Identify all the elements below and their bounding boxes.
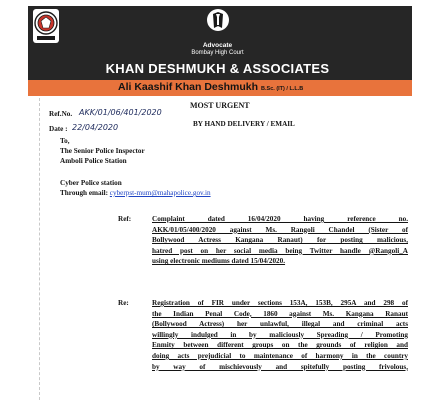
email-line [60,189,211,198]
delivery-mode: BY HAND DELIVERY / EMAIL [193,120,295,128]
advocate-name-text: Ali Kaashif Khan Deshmukh [118,81,259,93]
date-label: Date : [49,125,68,133]
advocate-gown-emblem-icon [206,8,230,36]
ref-line: Bollywood Actress Kangana Ranaut) for posting malicious, [152,236,408,245]
court-name: Bombay High Court [191,50,244,56]
advocate-qualifications: B.Sc. (IT) / L.L.B [261,86,304,92]
ref-line: hatred post on her social media being Twitter handle @Rangoli_A [152,246,408,255]
recipient-line-2: Amboli Police Station [60,157,127,165]
urgency-heading: MOST URGENT [190,101,250,110]
email-label: Through email: [60,189,108,197]
ref-block-label: Ref: [118,215,132,223]
re-line: Enmity between different groups on the grounds of religion and [152,341,408,350]
re-line: Registration of FIR under sections 153A, 153B, 295A and 298 of [152,299,408,307]
page-margin-line [39,98,41,400]
ref-line: using electronic mediums dated 15/04/2020. [152,257,286,266]
ref-line: Complaint dated 16/04/2020 having reference no. [152,215,408,223]
ref-number-label: Ref.No. [49,110,73,118]
cyber-station: Cyber Police station [60,179,122,187]
advocate-name [118,81,303,93]
circular-crest-logo-icon [32,8,60,44]
ref-block-text [152,214,408,267]
ref-number-value: AKK/01/06/401/2020 [79,108,162,117]
re-line: willingly indulged in by maliciously Spreading / Promoting [152,330,408,339]
re-block-label: Re: [118,299,129,307]
re-line: (Bollywood Actress) her unlawful, illegal and criminal acts [152,320,408,329]
firm-name: KHAN DESHMUKH & ASSOCIATES [105,61,330,76]
ref-line: AKK/01/05/400/2020 against Ms. Rangoli Chandel (Sister of [152,225,408,234]
re-line: the Indian Penal Code, 1860 against Ms. Kangana Ranaut [152,309,408,318]
advocate-title: Advocate [202,42,233,49]
re-line: by way of mischievously and spitefully posting frivolous, [152,362,408,371]
re-line: doing acts prejudicial to maintenance of harmony in the country [152,351,408,360]
date-value: 22/04/2020 [72,123,119,132]
email-link[interactable]: cyberpst-mum@mahapolice.gov.in [109,189,211,197]
salutation-to: To, [60,137,70,145]
re-block-text [152,298,408,372]
recipient-line-1: The Senior Police Inspector [60,147,145,155]
